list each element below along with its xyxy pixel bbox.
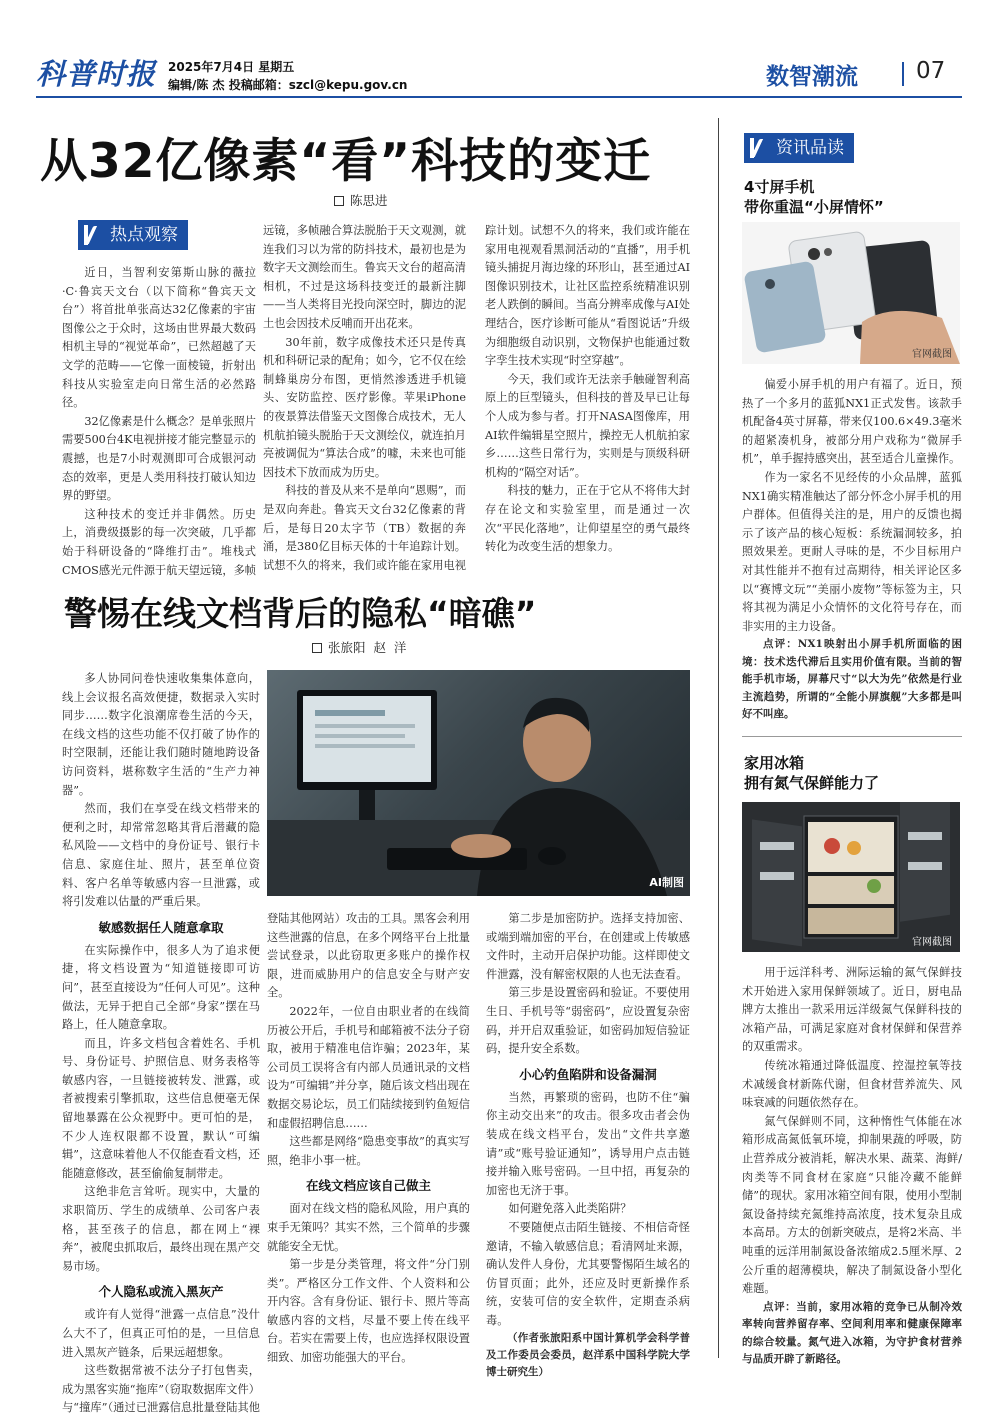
byline-square-icon [312, 643, 322, 653]
paragraph: 传统冰箱通过降低温度、控湿控氧等技术减缓食材新陈代谢，但食材营养流失、风味衰减的问题依然存在。 [742, 1058, 962, 1110]
story1-title-line1: 4寸屏手机 [744, 178, 815, 196]
sidebar-tag [744, 133, 854, 163]
paragraph: 然而，我们在享受在线文档带来的便利之时，却常常忽略其背后潜藏的隐私风险——文档中的身份证号、银行卡信息、家庭住址、照片，甚至单位资料、客户名单等敏感内容一旦泄露，或将引发难以估量的严重后果。 [62, 802, 260, 909]
article1-col3 [485, 222, 690, 557]
issue-date: 2025年7月4日 星期五 [168, 60, 295, 74]
paragraph: 而且，许多文档包含着姓名、手机号、身份证号、护照信息、财务表格等敏感内容，一旦链接被转发、泄露，或者被搜索引擎抓取，这些信息便毫无保留地暴露在公众视野中。更可怕的是，不少人连权限都不设置，默认“可编辑”，这意味着他人不仅能查看文档，还能随意修改，甚至偷偷复制带走。 [62, 1036, 260, 1180]
story1-body [742, 376, 962, 724]
comment-text: NX1映射出小屏手机所面临的困境：技术迭代滞后且实用价值有限。当前的智能手机市场，屏幕尺寸“以大为先”依然是行业主流趋势，所谓的“全能小屏旗舰”大多都是叫好不叫座。 [742, 638, 962, 721]
comment [742, 1299, 962, 1369]
article1-tag [78, 220, 188, 250]
section-heading: 个人隐私或流入黑灰产 [98, 1284, 224, 1300]
paragraph: 30年前，数字成像技术还只是传真机和科研记录的配角；如今，它不仅在绘制蜂巢房分布图，更悄然渗透进手机镜头、安防监控、医疗影像。苹果iPhone的夜景算法借鉴天文图像合成技术，无人机航拍镜头脱胎于天文测绘仪，就连拍月亮被调侃为“算法合成”的噱，未来也可能因技术下放而成为历史。 [263, 335, 466, 479]
page-number: 07 [916, 58, 946, 84]
paragraph: 第二步是加密防护。选择支持加密、或端到端加密的平台，在创建或上传敏感文件时，主动开启保护功能。这样即使文件泄露，没有解密权限的人也无法查看。 [486, 912, 690, 981]
paragraph: 近日，当智利安第斯山脉的薇拉·C·鲁宾天文台（以下简称“鲁宾天文台”）将首批单张高达32亿像素的宇宙图像公之于众时，这场由世界最大数码相机主导的“视觉革命”，已然超越了天文学的范畴——它像一面棱镜，折射出科技从实验室走向日常生活的必然路径。 [62, 266, 256, 410]
article2-col3 [486, 910, 690, 1381]
sidebar-tag-label: 资讯品读 [770, 133, 854, 163]
masthead: 科普时报 [36, 57, 157, 91]
story1-photo [742, 222, 960, 364]
story2-photo [742, 802, 960, 952]
section-heading: 小心钓鱼陷阱和设备漏洞 [519, 1066, 657, 1082]
comment-text: 当前，家用冰箱的竞争已从制冷效率转向营养留存率、空间利用率和健康保障率的综合较量。氮气进入冰箱，为守护食材营养与品质开辟了新路径。 [742, 1300, 963, 1366]
article2-col1 [62, 670, 260, 1417]
paragraph: 作为一家名不见经传的小众品牌，蓝狐NX1确实精准触达了部分怀念小屏手机的用户群体。但值得关注的是，用户的反馈也揭示了该产品的核心短板：系统漏洞较多，拍照效果差。更耐人寻味的是，不少目标用户对其性能并不抱有过高期待，相关评论区多以“赛博文玩”“美丽小废物”等标签为主，只将其视为满足小众情怀的文化符号存在，而非实用的主力设备。 [742, 470, 962, 633]
paragraph: 或许有人觉得“泄露一点信息”没什么大不了，但真正可怕的是，一旦信息进入黑灰产链条，后果远超想象。 [62, 1308, 260, 1359]
paragraph: 偏爱小屏手机的用户有福了。近日，预热了一个多月的蓝狐NX1正式发售。该款手机配备4英寸屏幕，带来仅100.6×49.3毫米的超紧凑机身，被部分用户戏称为“微屏手机”，单手握持感突出，甚至适合儿童操作。 [742, 378, 962, 466]
article2-photo [267, 670, 690, 896]
comment [742, 636, 962, 724]
paragraph: 2022年，一位自由职业者的在线简历被公开后，手机号和邮箱被不法分子窃取，被用于精准电信诈骗；2023年，某公司员工误将含有内部人员通讯录的文档设为“可编辑”并分享，随后该文档出现在数据交易论坛，员工们陆续接到钓鱼短信和虚假招聘信息…… [267, 1004, 470, 1130]
k-logo-icon [744, 133, 770, 163]
story1-title-line2: 带你重温“小屏情怀” [744, 198, 884, 216]
article1-title: 从32亿像素“看”科技的变迁 [40, 134, 652, 189]
paragraph: 远镜，多帧融合算法脱胎于天文观测，就连我们习以为常的防抖技术，最初也是为数字天文测绘而生。鲁宾天文台的超高清相机，不过是这场科技变迁的最新注脚——当人类将目光投向深空时，脚边的泥土也会因技术反哺而开出花来。 [263, 224, 466, 330]
editor-line: 编辑/陈 杰 投稿邮箱：szcl@kepu.gov.cn [168, 78, 408, 92]
paragraph: 不要随便点击陌生链接、不相信奇怪邀请，不输入敏感信息；看清网址来源，确认发件人身份，尤其要警惕陌生域名的仿冒页面；此外，还应及时更新操作系统，安装可信的安全软件，定期查杀病毒。 [486, 1220, 690, 1327]
story2-title-line1: 家用冰箱 [744, 754, 805, 772]
refrigerator-illustration [742, 802, 960, 952]
header-rule [36, 96, 962, 98]
paragraph: 如何避免落入此类陷阱？ [508, 1202, 632, 1216]
byline-square-icon [334, 196, 344, 206]
section-name: 数智潮流 [766, 64, 858, 90]
section-heading: 敏感数据任人随意拿取 [98, 919, 224, 935]
comment-label: 点评： [763, 1300, 797, 1313]
paragraph: 踪计划。试想不久的将来，我们或许能在家用电视观看黑洞活动的“直播”，用手机镜头捕捉月海边缘的环形山，甚至通过AI图像识别技术，让社区监控系统精准识别老人跌倒的瞬间。当高分辨率成像与AI处理结合，医疗诊断可能从“看图说话”升级为细胞级自动识别，文物保护也能通过数字孪生技术实现“时空穿越”。 [485, 224, 690, 368]
paragraph: 第三步是设置密码和验证。不要使用生日、手机号等“弱密码”，应设置复杂密码，并开启双重验证，如密码加短信验证码，提升安全系数。 [486, 986, 690, 1056]
sidebar-divider [742, 736, 962, 737]
paragraph: 多人协同问卷快速收集集体意向，线上会议报名高效便捷，数据录入实时同步……数字化浪潮席卷生活的今天，在线文档的这些功能不仅打破了协作的时空限制，还能让我们随时随地跨设备访问资料，堪称数字生活的“生产力神器”。 [62, 672, 260, 797]
story2-image-caption: 官网截图 [912, 937, 952, 948]
paragraph: 用于远洋科考、洲际运输的氮气保鲜技术开始进入家用保鲜领域了。近日，厨电品牌方太推出一款采用远洋级氮气保鲜科技的冰箱产品，可满足家庭对食材保鲜和保营养的双重需求。 [742, 966, 962, 1054]
comment-label: 点评： [763, 638, 798, 651]
page-header [0, 0, 1000, 100]
paragraph: 登陆其他网站）攻击的工具。黑客会利用这些泄露的信息，在多个网络平台上批量尝试登录，以此窃取更多账户的操作权限，进而威胁用户的信息安全与财产安全。 [267, 912, 470, 1000]
paragraph: 面对在线文档的隐私风险，用户真的束手无策吗？其实不然，三个简单的步骤就能安全无忧。 [267, 1202, 470, 1253]
paragraph: 这些数据常被不法分子打包售卖，成为黑客实施“拖库”（窃取数据库文件）与“撞库”（通过已泄露信息批量登陆其他 [62, 1364, 260, 1415]
section-heading: 在线文档应该自己做主 [305, 1178, 431, 1194]
office-scene-illustration [267, 670, 690, 896]
paragraph: 在实际操作中，很多人为了追求便捷，将文档设置为“知道链接即可访问”，甚至直接设为“任何人可见”。这种做法，无异于把自己全部“身家”摆在马路上，任人随意拿取。 [62, 943, 260, 1032]
story2-body [742, 964, 962, 1369]
article1-byline [334, 191, 388, 209]
paragraph: 科技的普及从来不是单向“恩赐”，而是双向奔赴。鲁宾天文台32亿像素的背后，是每日20太字节（TB）数据的奔涌，是380亿目标天体的十年追踪计划。试想不久的将来，我们或许能在家用电视 [263, 484, 466, 572]
article2-col2 [267, 910, 470, 1368]
article1-col2 [263, 222, 466, 575]
paragraph: 今天，我们或许无法亲手触碰智利高原上的巨型镜头，但科技的普及早已让每个人成为参与者。打开NASA图像库，用AI软件编辑星空照片，操控无人机航拍家乡……这些日常行为，实则是与顶级科研机构的“隔空对话”。 [485, 372, 690, 479]
article1-author: 陈思进 [350, 193, 388, 208]
article2-image-caption: AI制图 [649, 876, 684, 889]
paragraph: 这绝非危言耸听。现实中，大量的求职简历、学生的成绩单、公司客户表格，甚至孩子的信息，都在网上“裸奔”，被爬虫抓取后，最终出现在黑产交易市场。 [62, 1185, 260, 1273]
paragraph: 这种技术的变迁并非偶然。历史上，消费级摄影的每一次突破，几乎都始于科研设备的“降维打击”。堆栈式CMOS感光元件源于航天望远镜，多帧 [62, 507, 256, 577]
header-divider-bar [902, 62, 904, 86]
paragraph: 32亿像素是什么概念？是单张照片需要500台4K电视拼接才能完整显示的震撼，也是7小时观测即可合成银河动态的效率，更是人类用科技打破认知边界的野望。 [62, 414, 256, 503]
paragraph: 第一步是分类管理，将文件“分门别类”。严格区分工作文件、个人资料和公开内容。含有身份证、银行卡、照片等高敏感内容的文档，尽量不要上传在线平台。若实在需要上传，也应选择权限设置细致、加密功能强大的平台。 [267, 1258, 470, 1365]
paragraph: 科技的魅力，正在于它从不将伟大封存在论文和实验室里，而是通过一次次“平民化落地”，让仰望星空的勇气最终转化为改变生活的想象力。 [485, 484, 690, 554]
column-divider [718, 118, 719, 1358]
article2-authors: 张旅阳 赵 洋 [328, 640, 407, 655]
story2-title-line2: 拥有氮气保鲜能力了 [744, 774, 880, 792]
article1-col1 [62, 264, 256, 581]
paragraph: 当然，再繁琐的密码，也防不住“骗你主动交出来”的攻击。很多攻击者会伪装成在线文档平台，发出“文件共享邀请”或“账号验证通知”，诱导用户点击链接并输入账号密码。一旦中招，再复杂的加密也无济于事。 [486, 1090, 690, 1197]
article2-title: 警惕在线文档背后的隐私“暗礁” [64, 594, 537, 633]
story1-image-caption: 官网截图 [912, 349, 952, 360]
article1-tag-label: 热点观察 [104, 220, 188, 250]
paragraph: 氮气保鲜则不同，这种惰性气体能在冰箱形成高氮低氧环境，抑制果蔬的呼吸，防止营养成分被消耗，解决水果、蔬菜、海鲜/肉类等不同食材在家庭“只能冷藏不能鲜储”的现状。家用冰箱空间有限，使用小型制氮设备持续充氮维持高浓度，技术复杂且成本高昂。方太的创新突破点，是将2米高、半吨重的远洋用制氮设备浓缩成2.5厘米厚、2公斤重的超薄模块，解决了制氮设备小型化难题。 [742, 1114, 962, 1296]
k-logo-icon [78, 220, 104, 250]
author-note: （作者张旅阳系中国计算机学会科学普及工作委员会委员，赵洋系中国科学院大学博士研究生） [486, 1332, 690, 1379]
paragraph: 这些都是网络“隐患变事故”的真实写照，绝非小事一桩。 [267, 1135, 470, 1167]
small-phones-illustration [742, 222, 960, 364]
article2-byline [312, 638, 406, 656]
